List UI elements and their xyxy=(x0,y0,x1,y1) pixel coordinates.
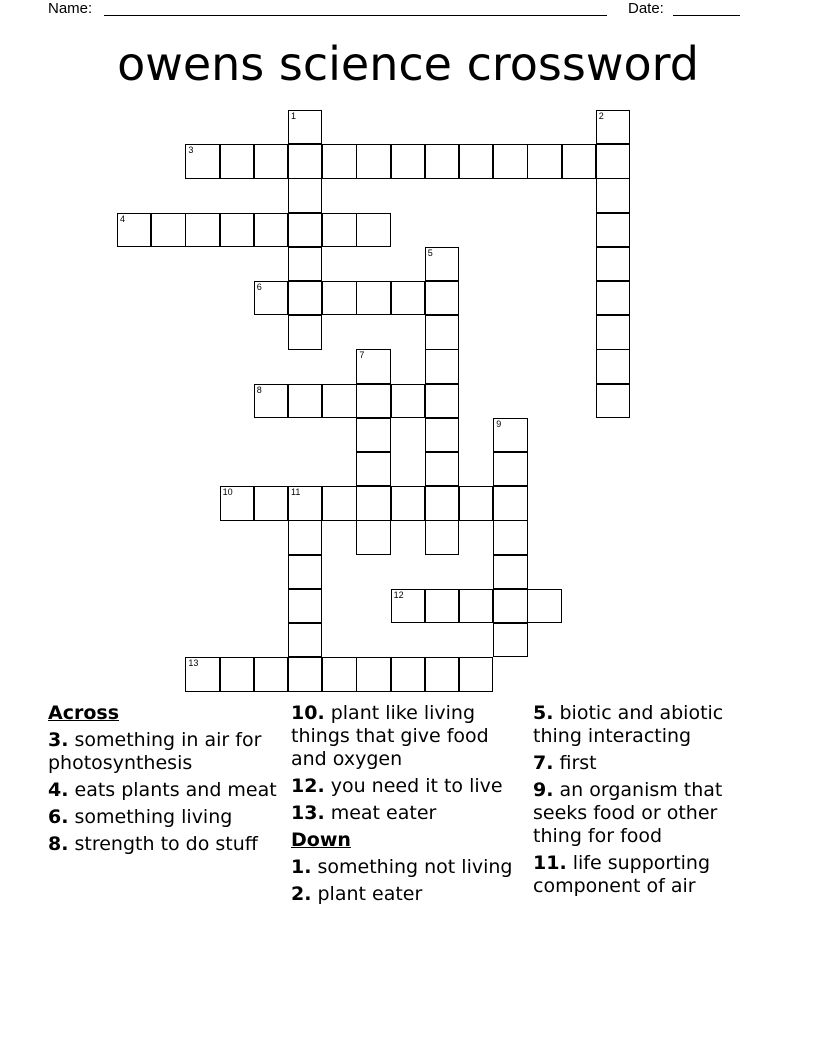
crossword-cell[interactable] xyxy=(596,213,630,247)
clue-number: 7. xyxy=(533,752,554,774)
crossword-cell[interactable] xyxy=(596,247,630,281)
clue-down-7 xyxy=(533,752,763,775)
crossword-cell[interactable] xyxy=(288,247,322,281)
clue-across-13 xyxy=(291,802,516,825)
crossword-cell[interactable] xyxy=(493,486,527,520)
crossword-cell[interactable] xyxy=(288,486,322,520)
clue-text: something in air for photosynthesis xyxy=(48,729,262,774)
crossword-cell[interactable] xyxy=(425,520,459,554)
crossword-cell[interactable] xyxy=(425,452,459,486)
crossword-cell[interactable] xyxy=(322,281,356,315)
clue-text: something living xyxy=(74,806,233,828)
crossword-cell[interactable] xyxy=(493,418,527,452)
crossword-cell[interactable] xyxy=(425,247,459,281)
across-heading: Across xyxy=(48,702,120,724)
clue-across-8 xyxy=(48,833,278,856)
crossword-cell[interactable] xyxy=(425,384,459,418)
clue-number: 2. xyxy=(291,883,312,905)
crossword-cell[interactable] xyxy=(220,657,254,691)
down-heading: Down xyxy=(291,829,351,851)
clue-text: life supporting component of air xyxy=(533,852,711,897)
clue-text: biotic and abiotic thing interacting xyxy=(533,702,724,747)
crossword-cell[interactable] xyxy=(493,520,527,554)
crossword-cell[interactable] xyxy=(288,213,322,247)
crossword-cell[interactable] xyxy=(527,589,561,623)
crossword-cell[interactable] xyxy=(391,589,425,623)
clue-across-3 xyxy=(48,729,278,775)
clue-number-label: 3 xyxy=(188,145,194,156)
crossword-cell[interactable] xyxy=(288,144,322,178)
clue-number: 8. xyxy=(48,833,69,855)
crossword-cell[interactable] xyxy=(254,384,288,418)
clue-number: 5. xyxy=(533,702,554,724)
crossword-cell[interactable] xyxy=(288,281,322,315)
crossword-cell[interactable] xyxy=(254,486,288,520)
crossword-cell[interactable] xyxy=(185,144,219,178)
clue-number: 11. xyxy=(533,852,567,874)
clue-down-2 xyxy=(291,883,516,906)
crossword-cell[interactable] xyxy=(596,349,630,383)
clue-number-label: 9 xyxy=(496,418,502,429)
crossword-cell[interactable] xyxy=(288,520,322,554)
clue-text: eats plants and meat xyxy=(74,779,277,801)
crossword-cell[interactable] xyxy=(596,384,630,418)
clue-number-label: 8 xyxy=(256,384,262,395)
crossword-cell[interactable] xyxy=(356,281,390,315)
crossword-cell[interactable] xyxy=(562,144,596,178)
crossword-cell[interactable] xyxy=(151,213,185,247)
clue-text: first xyxy=(559,752,597,774)
crossword-cell[interactable] xyxy=(596,315,630,349)
crossword-cell[interactable] xyxy=(220,144,254,178)
crossword-cell[interactable] xyxy=(288,315,322,349)
crossword-cell[interactable] xyxy=(391,144,425,178)
clue-text: an organism that seeks food or other thing for food xyxy=(533,779,723,847)
clue-number: 1. xyxy=(291,856,312,878)
clue-text: plant like living things that give food and oxygen xyxy=(291,702,489,770)
crossword-cell[interactable] xyxy=(459,486,493,520)
crossword-cell[interactable] xyxy=(391,486,425,520)
crossword-cell[interactable] xyxy=(459,589,493,623)
clue-across-10 xyxy=(291,702,516,771)
crossword-cell[interactable] xyxy=(117,213,151,247)
clue-number-label: 2 xyxy=(598,111,604,121)
clue-text: you need it to live xyxy=(330,775,503,797)
clue-number-label: 12 xyxy=(393,589,404,600)
clue-number: 3. xyxy=(48,729,69,751)
crossword-cell[interactable] xyxy=(459,657,493,691)
clues-column-3 xyxy=(533,702,763,902)
crossword-cell[interactable] xyxy=(254,213,288,247)
crossword-cell[interactable] xyxy=(322,384,356,418)
crossword-cell[interactable] xyxy=(288,110,322,144)
crossword-cell[interactable] xyxy=(425,144,459,178)
crossword-cell[interactable] xyxy=(425,349,459,383)
clue-across-4 xyxy=(48,779,278,802)
crossword-cell[interactable] xyxy=(356,657,390,691)
crossword-cell[interactable] xyxy=(356,349,390,383)
clue-number-label: 1 xyxy=(291,111,297,121)
crossword-cell[interactable] xyxy=(493,623,527,657)
crossword-cell[interactable] xyxy=(288,623,322,657)
crossword-cell[interactable] xyxy=(254,144,288,178)
date-label: Date: xyxy=(628,0,664,17)
crossword-cell[interactable] xyxy=(356,520,390,554)
crossword-cell[interactable] xyxy=(356,418,390,452)
clue-number-label: 13 xyxy=(188,658,199,669)
crossword-cell[interactable] xyxy=(425,589,459,623)
clue-number-label: 7 xyxy=(359,350,365,361)
crossword-cell[interactable] xyxy=(356,486,390,520)
crossword-cell[interactable] xyxy=(459,144,493,178)
crossword-cell[interactable] xyxy=(220,486,254,520)
crossword-cell[interactable] xyxy=(493,144,527,178)
clue-number-label: 10 xyxy=(222,487,233,498)
crossword-cell[interactable] xyxy=(288,384,322,418)
crossword-cell[interactable] xyxy=(391,281,425,315)
clue-number: 13. xyxy=(291,802,325,824)
crossword-cell[interactable] xyxy=(596,110,630,144)
crossword-cell[interactable] xyxy=(254,657,288,691)
crossword-cell[interactable] xyxy=(288,555,322,589)
crossword-cell[interactable] xyxy=(322,144,356,178)
clue-number-label: 4 xyxy=(120,213,126,224)
crossword-cell[interactable] xyxy=(288,589,322,623)
crossword-cell[interactable] xyxy=(356,452,390,486)
crossword-cell[interactable] xyxy=(288,178,322,212)
crossword-cell[interactable] xyxy=(425,657,459,691)
crossword-cell[interactable] xyxy=(493,555,527,589)
clue-number: 9. xyxy=(533,779,554,801)
crossword-cell[interactable] xyxy=(391,657,425,691)
clue-number-label: 11 xyxy=(291,487,301,498)
crossword-cell[interactable] xyxy=(356,213,390,247)
clue-number-label: 5 xyxy=(427,247,433,258)
clue-down-1 xyxy=(291,856,516,879)
clue-text: meat eater xyxy=(330,802,437,824)
crossword-cell[interactable] xyxy=(356,384,390,418)
crossword-cell[interactable] xyxy=(254,281,288,315)
crossword-cell[interactable] xyxy=(425,418,459,452)
clue-number: 12. xyxy=(291,775,325,797)
crossword-cell[interactable] xyxy=(322,486,356,520)
clue-text: something not living xyxy=(317,856,513,878)
clue-number: 4. xyxy=(48,779,69,801)
clue-down-11 xyxy=(533,852,763,898)
crossword-cell[interactable] xyxy=(425,315,459,349)
crossword-cell[interactable] xyxy=(596,144,630,178)
page-title: owens science crossword xyxy=(117,37,699,91)
clue-down-5 xyxy=(533,702,763,748)
clue-text: plant eater xyxy=(317,883,423,905)
clue-across-12 xyxy=(291,775,516,798)
crossword-cell[interactable] xyxy=(288,657,322,691)
crossword-cell[interactable] xyxy=(596,178,630,212)
crossword-cell[interactable] xyxy=(596,281,630,315)
clue-number: 10. xyxy=(291,702,325,724)
crossword-cell[interactable] xyxy=(322,213,356,247)
crossword-cell[interactable] xyxy=(185,657,219,691)
crossword-cell[interactable] xyxy=(425,486,459,520)
crossword-cell[interactable] xyxy=(322,657,356,691)
clue-down-9 xyxy=(533,779,763,848)
clues-column-1 xyxy=(48,702,278,860)
crossword-cell[interactable] xyxy=(527,144,561,178)
crossword-cell[interactable] xyxy=(391,384,425,418)
crossword-cell[interactable] xyxy=(356,144,390,178)
crossword-cell[interactable] xyxy=(185,213,219,247)
name-label: Name: xyxy=(48,0,93,17)
crossword-cell[interactable] xyxy=(493,452,527,486)
clue-across-6 xyxy=(48,806,278,829)
clue-text: strength to do stuff xyxy=(74,833,258,855)
clue-number: 6. xyxy=(48,806,69,828)
crossword-cell[interactable] xyxy=(220,213,254,247)
crossword-cell[interactable] xyxy=(493,589,527,623)
crossword-cell[interactable] xyxy=(425,281,459,315)
clues-column-2 xyxy=(291,702,516,910)
clue-number-label: 6 xyxy=(256,282,262,292)
